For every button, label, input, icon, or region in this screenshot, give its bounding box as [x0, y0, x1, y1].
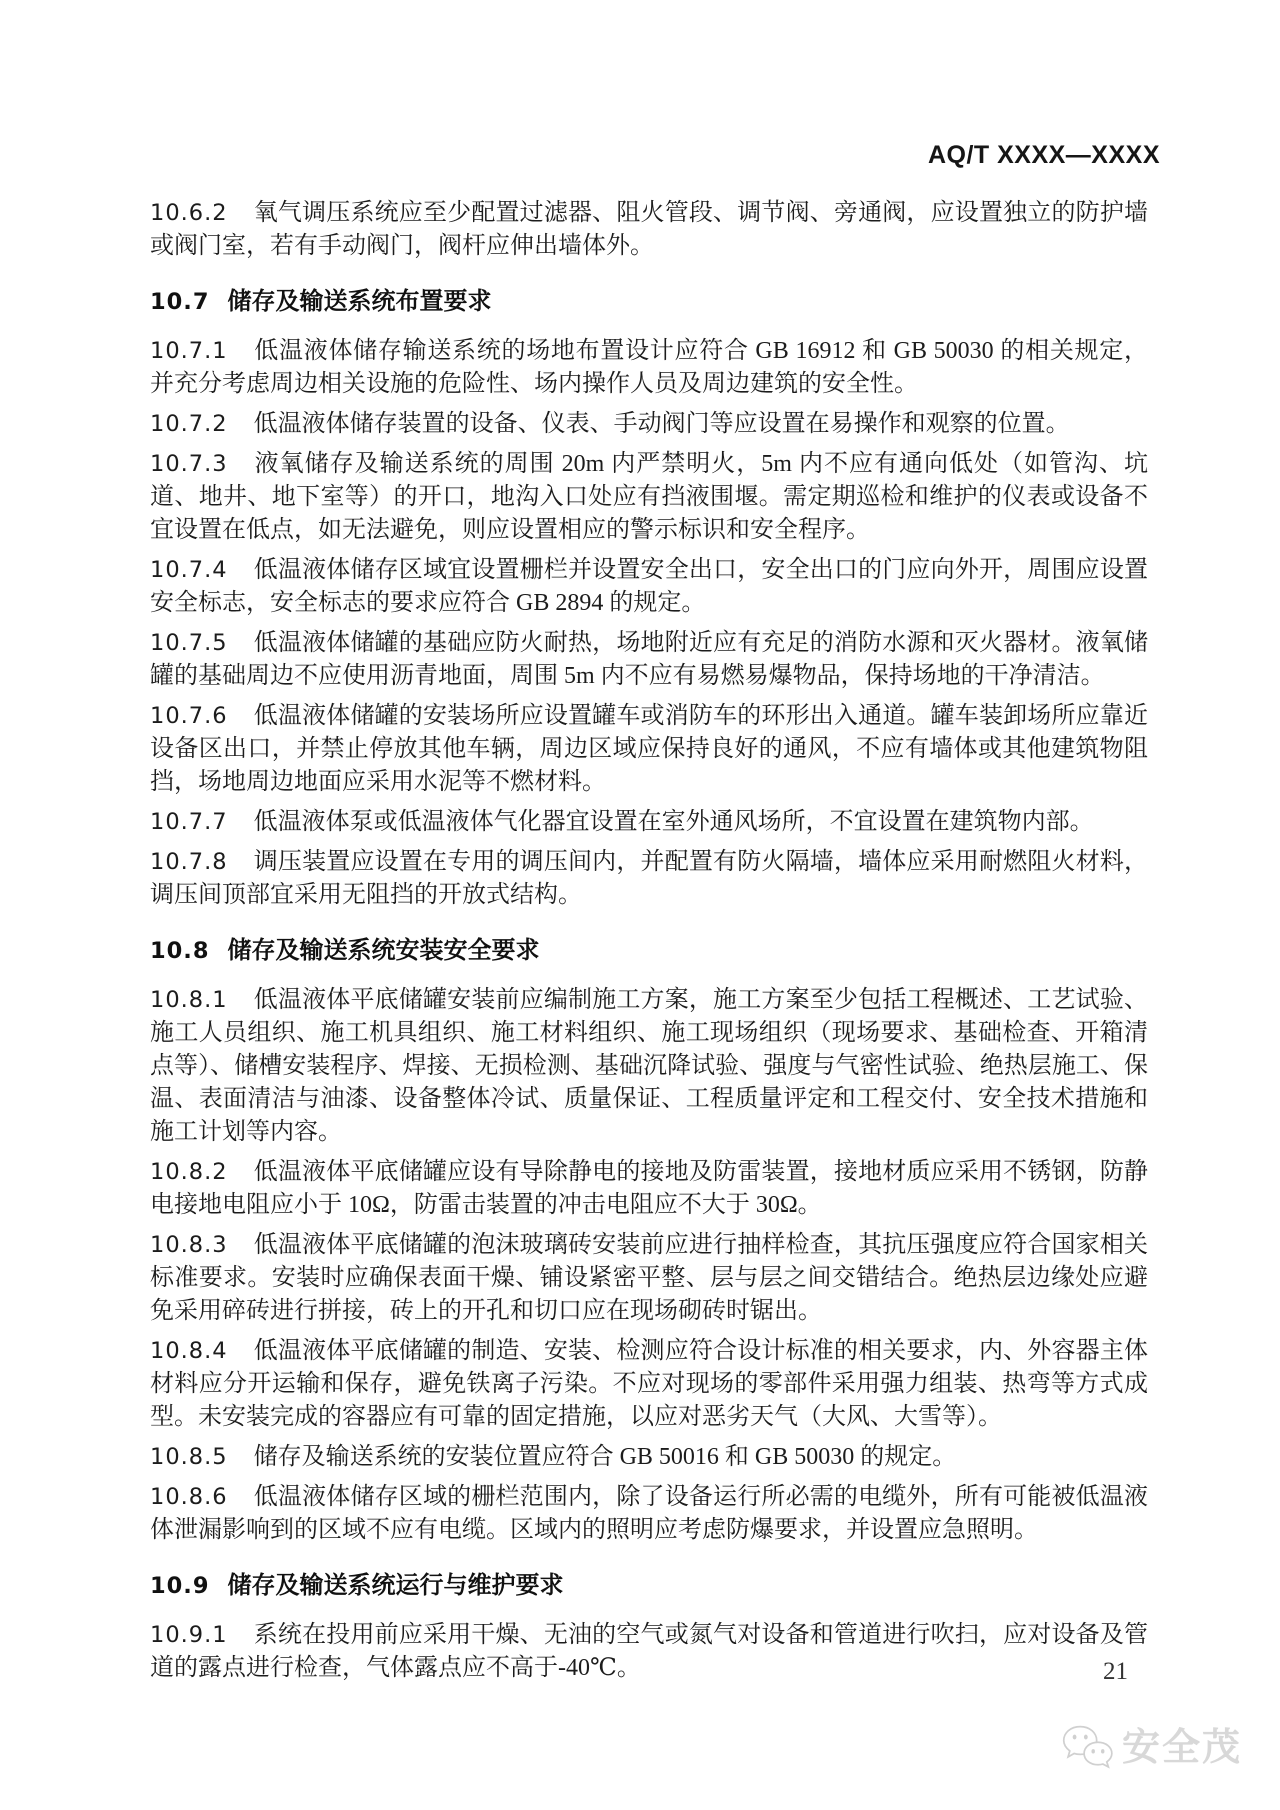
- clause-number: 10.7.1: [150, 338, 228, 364]
- clause-text: 低温液体平底储罐的泡沫玻璃砖安装前应进行抽样检查，其抗压强度应符合国家相关标准要求。安装时应确保表面干燥、铺设紧密平整、层与层之间交错结合。绝热层边缘处应避免采用碎砖进行拼接，砖上的开孔和切口应在现场砌砖时锯出。: [150, 1232, 1148, 1324]
- clause-text: 液氧储存及输送系统的周围 20m 内严禁明火，5m 内不应有通向低处（如管沟、坑道、地井、地下室等）的开口，地沟入口处应有挡液围堰。需定期巡检和维护的仪表或设备不宜设置在低点，如无法避免，则应设置相应的警示标识和安全程序。: [150, 451, 1148, 543]
- clause-text: 低温液体储存输送系统的场地布置设计应符合 GB 16912 和 GB 50030 的相关规定，并充分考虑周边相关设施的危险性、场内操作人员及周边建筑的安全性。: [150, 338, 1148, 397]
- clause-paragraph: [150, 554, 1148, 620]
- clause-text: 储存及输送系统安装安全要求: [227, 936, 540, 964]
- clause-paragraph: [150, 700, 1148, 799]
- watermark-brand: 安全茂: [1121, 1725, 1242, 1769]
- clause-number: 10.9: [150, 1573, 210, 1599]
- clause-paragraph: [150, 408, 1148, 441]
- clause-number: 10.7: [150, 289, 210, 315]
- clause-text: 低温液体平底储罐安装前应编制施工方案，施工方案至少包括工程概述、工艺试验、施工人员组织、施工机具组织、施工材料组织、施工现场组织（现场要求、基础检查、开箱清点等）、储槽安装程序、焊接、无损检测、基础沉降试验、强度与气密性试验、绝热层施工、保温、表面清洁与油漆、设备整体冷试、质量保证、工程质量评定和工程交付、安全技术措施和施工计划等内容。: [150, 987, 1148, 1145]
- clause-text: 低温液体平底储罐应设有导除静电的接地及防雷装置，接地材质应采用不锈钢，防静电接地电阻应小于 10Ω，防雷击装置的冲击电阻应不大于 30Ω。: [150, 1159, 1148, 1218]
- clause-text: 低温液体储存装置的设备、仪表、手动阀门等应设置在易操作和观察的位置。: [253, 411, 1070, 437]
- clause-number: 10.8: [150, 938, 210, 964]
- section-heading: [150, 934, 1148, 968]
- clause-paragraph: [150, 1229, 1148, 1328]
- wechat-bubbles-icon: [1062, 1724, 1114, 1770]
- clause-number: 10.7.8: [150, 849, 228, 875]
- clause-number: 10.8.2: [150, 1159, 228, 1185]
- clause-text: 低温液体储存区域的栅栏范围内，除了设备运行所必需的电缆外，所有可能被低温液体泄漏影响到的区域不应有电缆。区域内的照明应考虑防爆要求，并设置应急照明。: [150, 1484, 1148, 1543]
- clause-text: 调压装置应设置在专用的调压间内，并配置有防火隔墙，墙体应采用耐燃阻火材料，调压间顶部宜采用无阻挡的开放式结构。: [150, 849, 1148, 908]
- clause-number: 10.6.2: [150, 200, 228, 226]
- clause-number: 10.7.6: [150, 703, 228, 729]
- clause-text: 低温液体平底储罐的制造、安装、检测应符合设计标准的相关要求，内、外容器主体材料应分开运输和保存，避免铁离子污染。不应对现场的零部件采用强力组装、热弯等方式成型。未安装完成的容器应有可靠的固定措施，以应对恶劣天气（大风、大雪等）。: [150, 1338, 1148, 1430]
- clause-text: 储存及输送系统运行与维护要求: [227, 1571, 564, 1599]
- clause-paragraph: [150, 197, 1148, 263]
- clause-paragraph: [150, 806, 1148, 839]
- clause-number: 10.7.4: [150, 557, 228, 583]
- standard-code: AQ/T XXXX—XXXX: [927, 141, 1160, 169]
- clause-paragraph: [150, 846, 1148, 912]
- clause-text: 低温液体储存区域宜设置栅栏并设置安全出口，安全出口的门应向外开，周围应设置安全标志，安全标志的要求应符合 GB 2894 的规定。: [150, 557, 1148, 616]
- page-number: 21: [1103, 1658, 1128, 1685]
- clause-text: 储存及输送系统布置要求: [227, 287, 492, 315]
- clause-paragraph: [150, 1441, 1148, 1474]
- clause-paragraph: [150, 984, 1148, 1149]
- clause-text: 低温液体储罐的基础应防火耐热，场地附近应有充足的消防水源和灭火器材。液氧储罐的基础周边不应使用沥青地面，周围 5m 内不应有易燃易爆物品，保持场地的干净清洁。: [150, 630, 1148, 689]
- page-header: [0, 141, 1160, 170]
- clause-paragraph: [150, 1335, 1148, 1434]
- clause-number: 10.8.1: [150, 987, 228, 1013]
- clause-text: 低温液体泵或低温液体气化器宜设置在室外通风场所，不宜设置在建筑物内部。: [253, 809, 1094, 835]
- clause-paragraph: [150, 448, 1148, 547]
- section-heading: [150, 1569, 1148, 1603]
- clause-paragraph: [150, 335, 1148, 401]
- clause-paragraph: [150, 1156, 1148, 1222]
- clause-number: 10.7.3: [150, 451, 228, 477]
- clause-number: 10.7.5: [150, 630, 228, 656]
- clause-paragraph: [150, 1619, 1148, 1685]
- watermark: [1062, 1724, 1242, 1770]
- clause-number: 10.9.1: [150, 1622, 228, 1648]
- clause-number: 10.8.3: [150, 1232, 228, 1258]
- clause-text: 系统在投用前应采用干燥、无油的空气或氮气对设备和管道进行吹扫，应对设备及管道的露点进行检查，气体露点应不高于-40℃。: [150, 1622, 1148, 1681]
- clause-text: 氧气调压系统应至少配置过滤器、阻火管段、调节阀、旁通阀，应设置独立的防护墙或阀门室，若有手动阀门，阀杆应伸出墙体外。: [150, 200, 1148, 259]
- clause-paragraph: [150, 627, 1148, 693]
- clause-number: 10.8.6: [150, 1484, 228, 1510]
- clause-number: 10.7.7: [150, 809, 228, 835]
- clause-number: 10.7.2: [150, 411, 228, 437]
- clause-text: 储存及输送系统的安装位置应符合 GB 50016 和 GB 50030 的规定。: [253, 1444, 957, 1470]
- clause-number: 10.8.5: [150, 1444, 228, 1470]
- clause-paragraph: [150, 1481, 1148, 1547]
- clause-text: 低温液体储罐的安装场所应设置罐车或消防车的环形出入通道。罐车装卸场所应靠近设备区出口，并禁止停放其他车辆，周边区域应保持良好的通风，不应有墙体或其他建筑物阻挡，场地周边地面应采用水泥等不燃材料。: [150, 703, 1148, 795]
- section-heading: [150, 285, 1148, 319]
- clause-number: 10.8.4: [150, 1338, 228, 1364]
- document-body: [150, 197, 1148, 1692]
